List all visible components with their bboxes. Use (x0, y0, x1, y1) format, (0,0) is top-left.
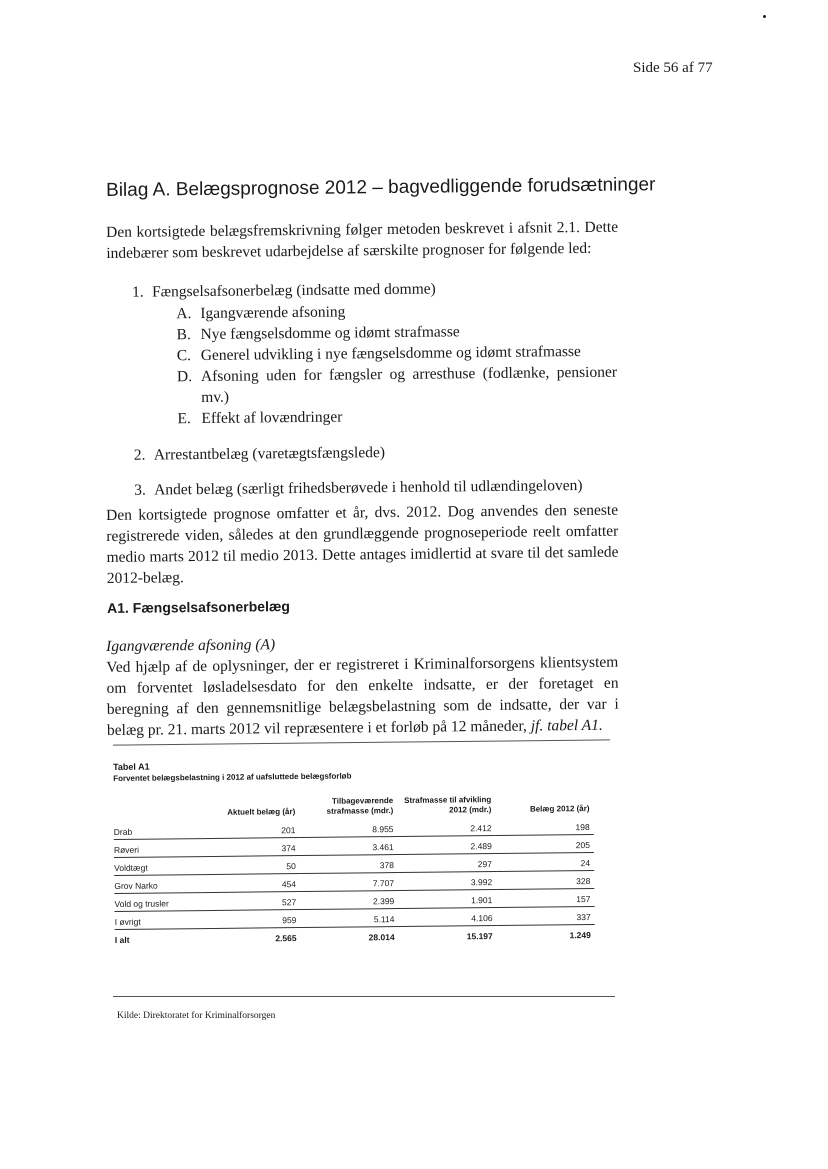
section-subheading: Igangværende afsoning (A) (106, 636, 276, 655)
table-source: Kilde: Direktoratet for Kriminalforsorgen (117, 1011, 276, 1021)
data-table (113, 794, 595, 947)
list-subitem: D. Afsoning uden for fængsler og arresthuse (fodlænke, pensioner mv.) (176, 363, 618, 407)
divider (113, 996, 615, 997)
table-row: Grov Narko 454 7.707 3.992 328 (114, 870, 594, 893)
column-header: Aktuelt belæg (år) (227, 807, 296, 817)
table-row: Vold og trusler 527 2.399 1.901 157 (114, 888, 594, 911)
section-body (106, 631, 619, 741)
list-subitem: A. Igangværende afsoning (176, 303, 346, 323)
table-subtitle: Forventet belægsbelastning i 2012 af uafsluttede belægsforløb (113, 771, 352, 783)
section-heading: A1. Fængselsafsonerbelæg (107, 598, 290, 616)
table-total-row: I alt 2.565 28.014 15.197 1.249 (115, 924, 595, 947)
list-subitem: B. Nye fængselsdomme og idømt strafmasse (176, 323, 460, 344)
section-text: Ved hjælp af de oplysninger, der er registreret i Kriminalforsorgens klientsystem om forventet løsladelsesdato for den enkelte indsatte, er der foretaget en beregning af den gennemsnitlige belægsbelastning som de indsatte, der var i belæg pr. 21. marts 2012 vil repræsentere i et forløb på 12 måneder, (106, 653, 619, 739)
table-row: Drab 201 8.955 2.412 198 (114, 817, 594, 840)
list-subitem: E. Effekt af lovændringer (177, 408, 343, 428)
column-header: Belæg 2012 (år) (529, 804, 590, 814)
page-number: Side 56 af 77 (633, 60, 713, 76)
table-row: Røveri 374 3.461 2.489 205 (114, 834, 594, 857)
list-subitem: C. Generel udvikling i nye fængselsdomme og idømt strafmasse (176, 343, 581, 365)
numbered-list: 1. Fængselsafsonerbelæg (indsatte med domme) A. Igangværende afsoning B. Nye fængselsdomme og idømt strafmasse C. Generel udvikling i nye fængselsdomme og idømt strafmasse D. Afsoning uden for fængsler og arresthuse (fodlænke, pensioner mv.) E. Effekt af lovændringer 2. Arrestantbelæg (varetægtsfængslede) 3. Andet belæg (særligt frihedsberøvede i henhold til udlændingeloven) (132, 280, 618, 499)
column-header: Strafmasse til afvikling 2012 (mdr.) (404, 795, 492, 815)
table-reference: jf. tabel A1. (530, 716, 603, 735)
table-title: Tabel A1 (113, 761, 150, 772)
scan-speck (763, 15, 766, 18)
table-row: I øvrigt 959 5.114 4.106 337 (115, 906, 595, 929)
divider (113, 739, 610, 745)
table-row: Voldtægt 50 378 297 24 (114, 852, 594, 875)
page-title: Bilag A. Belægsprognose 2012 – bagvedliggende forudsætninger (106, 174, 656, 201)
column-header: Tilbageværende strafmasse (mdr.) (326, 796, 394, 816)
intro-paragraph: Den kortsigtede belægsfremskrivning følger metoden beskrevet i afsnit 2.1. Dette indebærer som beskrevet udarbejdelse af særskilte prognoser for følgende led: (106, 218, 619, 262)
scope-paragraph: Den kortsigtede prognose omfatter et år, dvs. 2012. Dog anvendes den seneste registrerede viden, således at den grundlæggende prognoseperiode reelt omfatter medio marts 2012 til medio 2013. Dette antages imidlertid at svare til det samlede 2012-belæg. (106, 501, 619, 587)
table-a1 (113, 757, 615, 947)
